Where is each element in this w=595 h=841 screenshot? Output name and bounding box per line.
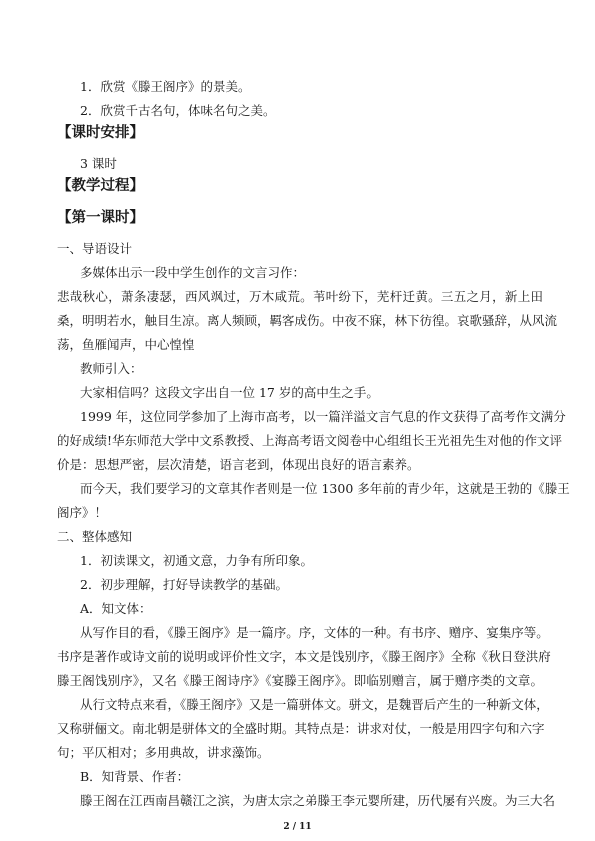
section-a-title: A．知文体：	[80, 601, 152, 616]
teacher-intro-label: 教师引入：	[80, 361, 143, 376]
paragraph-p1: 大家相信吗？这段文字出自一位 17 岁的高中生之手。	[80, 385, 379, 400]
paragraph-p3-line-1: 而今天，我们要学习的文章其作者则是一位 1300 多年前的青少年，这就是王勃的《滕王	[80, 481, 570, 496]
section-a-p2-line-3: 句；平仄相对；多用典故，讲求藻饰。	[57, 745, 270, 760]
essay-line-2: 桑，明明若水，触目生凉。离人频顾，羁客成伤。中夜不寐，林下彷徨。哀歌骚辞，从风流	[57, 313, 558, 328]
section-a-p2-line-1: 从行文特点来看，《滕王阁序》又是一篇骈体文。骈文，是魏晋后产生的一种新文体，	[80, 697, 549, 712]
schedule-heading: 【课时安排】	[57, 125, 144, 141]
goal-item-2: 2．欣赏千古名句，体味名句之美。	[80, 103, 276, 118]
part1-title: 一、导语设计	[57, 241, 133, 256]
section-a-p2-line-2: 又称骈俪文。南北朝是骈体文的全盛时期。其特点是：讲求对仗，一般是用四字句和六字	[57, 721, 545, 736]
page-number: 2 / 11	[283, 822, 312, 832]
section-b-p1-line-1: 滕王阁在江西南昌赣江之滨，为唐太宗之弟滕王李元婴所建，历代屡有兴废。为三大名	[80, 793, 556, 808]
section-a-p1-line-1: 从写作目的看，《滕王阁序》是一篇序。序，文体的一种。有书序、赠序、宴集序等。	[80, 625, 549, 640]
essay-line-1: 悲哉秋心，萧条凄瑟，西风飒过，万木咸荒。苇叶纷下，芜杆迁黄。三五之月，新上田	[57, 289, 543, 304]
paragraph-p3-line-2: 阁序》！	[57, 505, 108, 520]
paragraph-p2-line-1: 1999 年，这位同学参加了上海市高考，以一篇洋溢文言气息的作文获得了高考作文满分	[80, 409, 566, 424]
lesson1-heading: 【第一课时】	[57, 210, 144, 226]
part1-intro: 多媒体出示一段中学生创作的文言习作：	[80, 265, 306, 280]
part2-title: 二、整体感知	[57, 529, 133, 544]
section-a-p1-line-2: 书序是著作或诗文前的说明或评价性文字，本文是饯别序，《滕王阁序》全称《秋日登洪府	[57, 649, 551, 664]
part2-item-1: 1．初读课文，初通文意，力争有所印象。	[80, 553, 313, 568]
part2-item-2: 2．初步理解，打好导读教学的基础。	[80, 577, 288, 592]
paragraph-p2-line-2: 的好成绩!华东师范大学中文系教授、上海高考语文阅卷中心组组长王光祖先生对他的作文评	[57, 433, 563, 448]
paragraph-p2-line-3: 价是：思想严密，层次清楚，语言老到，体现出良好的语言素养。	[57, 457, 420, 472]
process-heading: 【教学过程】	[57, 178, 144, 194]
section-a-p1-line-3: 滕王阁饯别序》，又名《滕王阁诗序》《宴滕王阁序》。即临别赠言，属于赠序类的文章。	[57, 673, 543, 688]
essay-line-3: 荡，鱼雁闻声，中心惶惶	[57, 337, 195, 352]
goal-item-1: 1．欣赏《滕王阁序》的景美。	[80, 79, 251, 94]
schedule-value: 3 课时	[80, 156, 117, 171]
section-b-title: B．知背景、作者：	[80, 769, 190, 784]
